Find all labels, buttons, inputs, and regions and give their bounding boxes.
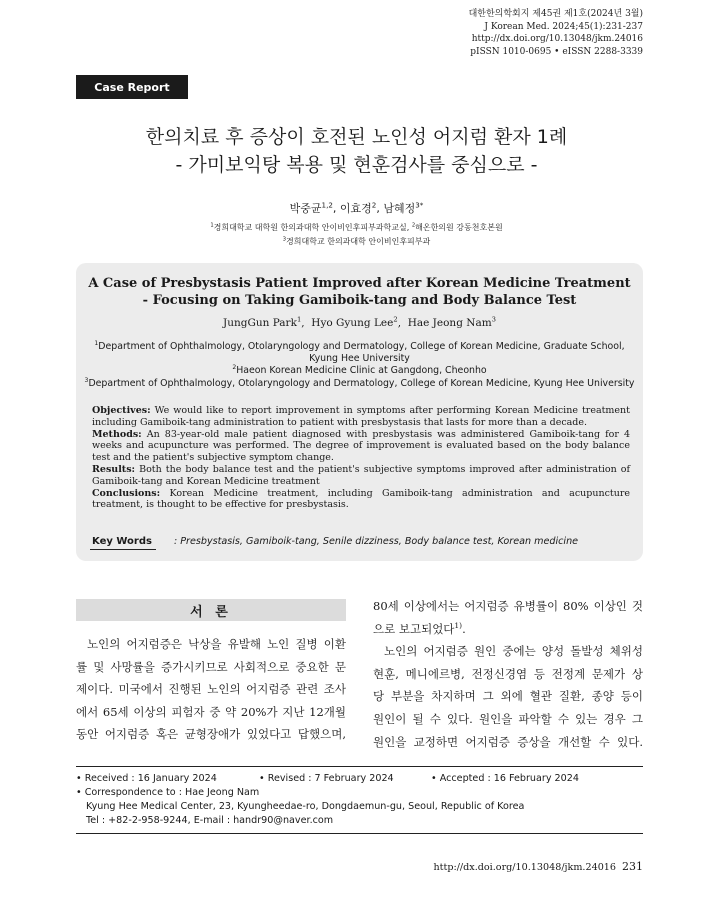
english-title-line1: A Case of Presbystasis Patient Improved after Korean Medicine Treatment <box>88 276 631 291</box>
footnotes: • Received : 16 January 2024 • Revised : 7 February 2024 • Accepted : 16 February 2024 • Correspondence to : Hae Jeong Nam Kyung Hee Medical Center, 23, Kyungheedae-ro, Dongdaemun-gu, Seoul, Republic of Korea Tel : +82-2-958-9244, E-mail : handr90@naver.com <box>76 772 643 828</box>
korean-affiliation-line1: $^1$경희대학교 대학원 한의과대학 안이비인후피부과학교실, $^2$해온한의원 강동천호본원 <box>210 222 503 232</box>
korean-authors: 박중균$^{1,2}$, 이효경$^2$, 남혜정$^{3*}$ <box>289 200 424 215</box>
right-column-text <box>373 595 643 753</box>
text-line: 제이다. 미국에서 진행된 노인의 어지럼증 관련 조사 <box>76 682 346 697</box>
korean-affiliation-line2: $^3$경희대학교 한의과대학 안이비인후피부과 <box>282 236 431 246</box>
correspondence: Correspondence to : Hae Jeong Nam <box>84 787 260 798</box>
text-line: 으로 보고되었다$^{1)}$. <box>373 620 466 636</box>
abstract-results: Results: Both the body balance test and the patient's subjective symptoms improved after administration of Gamiboik-tang and Korean Medicine treatment <box>92 463 630 487</box>
journal-issue-korean: 대한한의학회지 제45권 제1호(2024년 3월) <box>468 9 643 19</box>
text-line: 동안 어지럼증 혹은 균형장애가 있었다고 답했으며, <box>76 727 346 742</box>
abstract-conclusions: Conclusions: Korean Medicine treatment, including Gamiboik-tang administration and acupuncture treatment, is thought to be effective for presbystasis. <box>92 487 630 511</box>
keywords-label: Key Words <box>92 536 152 547</box>
left-column-text <box>76 633 346 746</box>
journal-citation: J Korean Med. 2024;45(1):231-237 <box>484 21 643 32</box>
journal-header <box>469 8 643 58</box>
address: Kyung Hee Medical Center, 23, Kyungheedae-ro, Dongdaemun-gu, Seoul, Republic of Korea <box>86 801 525 812</box>
author-sup: 1,2 <box>321 200 333 210</box>
keywords-list: : Presbystasis, Gamiboik-tang, Senile dizziness, Body balance test, Korean medicine <box>173 536 579 547</box>
footnote-rule-bottom <box>76 833 643 834</box>
english-affiliation-1: $^1$Department of Ophthalmology, Otolaryngology and Dermatology, College of Korean Medicine, Graduate School, Kyung Hee University <box>94 339 625 364</box>
text-line: 률 및 사망률을 증가시키므로 사회적으로 중요한 문 <box>76 659 346 674</box>
abstract-text <box>92 405 630 511</box>
text-line: 노인의 어지럼증은 낙상을 유발해 노인 질병 이환 <box>87 637 346 651</box>
text-line: 원인을 교정하면 어지럼증 증상을 개선할 수 있다. <box>373 734 643 749</box>
abstract-objectives: Objectives: We would like to report improvement in symptoms after performing Korean Medicine treatment including Gamiboik-tang administration to patient with presbystasis that lasts for more than a decade. <box>92 405 630 428</box>
english-authors: JungGun Park$^1$, Hyo Gyung Lee$^2$, Hae Jeong Nam$^3$ <box>222 315 497 329</box>
english-affiliation-2: $^2$Haeon Korean Medicine Clinic at Gangdong, Cheonho <box>232 363 487 376</box>
text-line: 80세 이상에서는 어지럼증 유병률이 80% 이상인 것 <box>373 599 643 613</box>
received-date: Received : 16 January 2024 <box>84 773 217 784</box>
section-heading: 서 론 <box>76 599 346 621</box>
footnote-rule-top <box>76 766 643 767</box>
page-footer <box>433 860 643 873</box>
text-line: 에서 65세 이상의 피험자 중 약 20%가 지난 12개월 <box>76 704 346 719</box>
author-name: 이효경 <box>339 202 372 215</box>
keywords-line <box>92 536 578 547</box>
contact: Tel : +82-2-958-9244, E-mail : handr90@naver.com <box>86 815 334 826</box>
reference-marker: 1) <box>454 620 463 630</box>
korean-title-line1: 한의치료 후 증상이 호전된 노인성 어지럼 환자 1례 <box>145 126 568 148</box>
author-sup: 2 <box>371 200 377 210</box>
footer-doi: http://dx.doi.org/10.13048/jkm.24016 <box>433 862 616 873</box>
text-line: 노인의 어지럼증 원인 중에는 양성 돌발성 체위성 <box>384 644 643 659</box>
author-sup: 3* <box>415 200 424 210</box>
abstract-methods: Methods: An 83-year-old male patient diagnosed with presbystasis was administered Gamiboik-tang for 4 weeks and acupuncture was performed. The degree of improvement is evaluated based on the body balance test and the patient's subjective symptom change. <box>92 428 630 464</box>
text-line: 원인이 될 수 있다. 원인을 파악할 수 있는 경우 그 <box>373 711 643 726</box>
author-name: 남혜정 <box>383 202 416 215</box>
korean-title-line2: - 가미보익탕 복용 및 현훈검사를 중심으로 - <box>175 154 538 176</box>
revised-date: Revised : 7 February 2024 <box>267 773 394 784</box>
english-affiliation-3: $^3$Department of Ophthalmology, Otolaryngology and Dermatology, College of Korean Medicine, Kyung Hee University <box>84 376 635 389</box>
dates-row: • Received : 16 January 2024 • Revised : 7 February 2024 • Accepted : 16 February 2024 <box>76 773 579 784</box>
journal-doi: http://dx.doi.org/10.13048/jkm.24016 <box>471 34 643 45</box>
page-number: 231 <box>622 860 643 873</box>
journal-issn: pISSN 1010-0695 • eISSN 2288-3339 <box>470 46 643 57</box>
author-name: 박중균 <box>289 202 322 215</box>
english-title-line2: - Focusing on Taking Gamiboik-tang and Body Balance Test <box>142 293 577 308</box>
text-line: 현훈, 메니에르병, 전정신경염 등 전정계 문제가 상 <box>373 666 643 681</box>
accepted-date: Accepted : 16 February 2024 <box>439 773 579 784</box>
article-type-badge: Case Report <box>76 75 188 99</box>
text-line: 당 부분을 차지하며 그 외에 혈관 질환, 종양 등이 <box>373 689 643 704</box>
